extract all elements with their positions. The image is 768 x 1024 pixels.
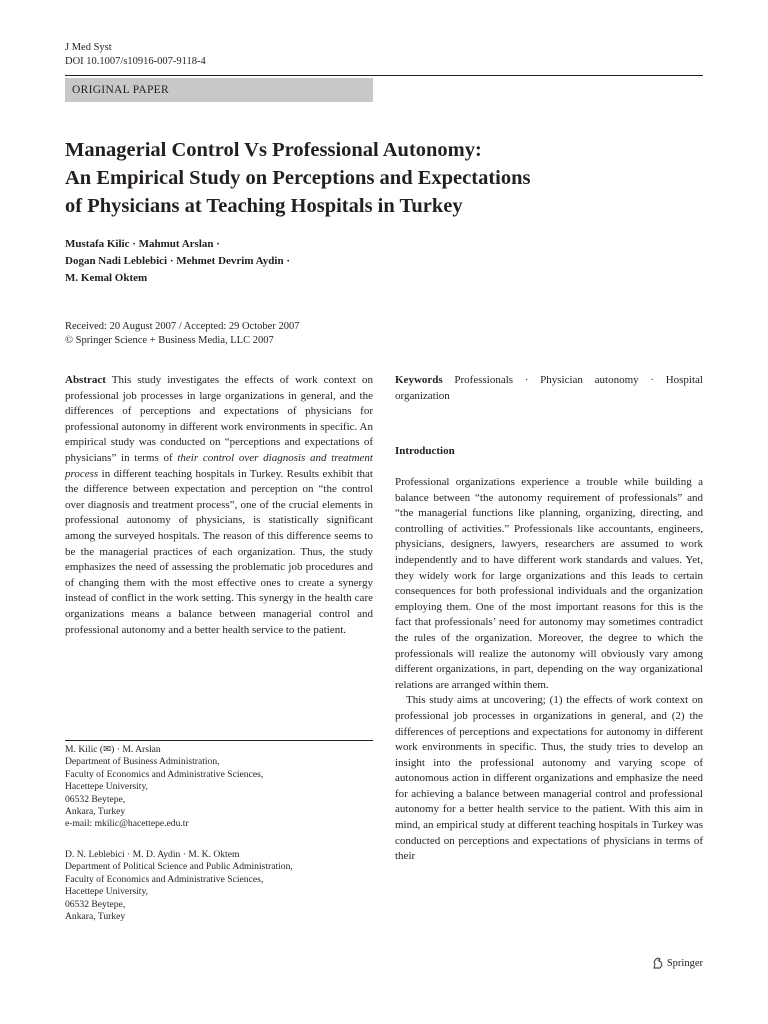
affiliation-line: Faculty of Economics and Administrative Sciences,: [65, 768, 264, 780]
affiliation-line: 06532 Beytepe,: [65, 898, 126, 910]
publication-dates: [65, 320, 299, 348]
affiliation-line: D. N. Leblebici · M. D. Aydin · M. K. Oktem: [65, 849, 240, 860]
abstract-label: Abstract: [65, 374, 106, 386]
affiliation-line: Faculty of Economics and Administrative Sciences,: [65, 873, 264, 885]
title-line: of Physicians at Teaching Hospitals in Turkey: [65, 195, 463, 217]
paragraph: Professional organizations experience a trouble while building a balance between “the autonomy requirement of professionals” and “the managerial functions like planning, organizing, directing, and controlling of activities.” Professionals like accountants, engineers, physicians, designers, lawyers, researchers are assumed to work independently and to have different work standards and values. Yet, they widely work for large organizations and this leads to certain consequences for both professional individuals and the organization employing them. One of the most important reasons for this is the fact that professionals’ need for autonomy may sometimes contradict the rules of the organization. Moreover, the degree to which the professionals will realize the autonomy will obviously vary among different organizations, in part, depending on the way organizational relations are arranged within them.: [395, 476, 703, 691]
keywords: [395, 373, 703, 404]
received-accepted: Received: 20 August 2007 / Accepted: 29 October 2007: [65, 321, 300, 332]
footnote-rule: [65, 740, 373, 741]
abstract-text: in different teaching hospitals in Turkey. Results exhibit that the difference between expectation and perception on “the control over diagnosis and treatment process”, one of the crucial elements in professional autonomy of physicians, is statistically significant among the surveyed hospitals. The reason of this difference seems to be the managerial practices of each organization. Thus, the study emphasizes the need of assessing the problematic job procedures and of changing them with the most effective ones to create a synergy instead of conflict in the work setting. This synergy in the health care organizations means a balance between managerial control and professional autonomy and a better health service to the patient.: [65, 467, 373, 636]
affiliation-line: Ankara, Turkey: [65, 806, 126, 818]
keywords-text: Professionals · Physician autonomy · Hospital organization: [395, 374, 703, 402]
affiliation-line: Ankara, Turkey: [65, 911, 126, 923]
publisher-footer: [652, 957, 703, 969]
journal-header: [65, 41, 206, 69]
paragraph: This study aims at uncovering; (1) the effects of work context on professional job processes in organizations in general, and (2) the differences of perceptions and expectations for autonomy in different work environments in specific. Thus, the study tries to develop an insight into the professional autonomy and varying scope of autonomous action in different organizations and emphasize the need for achieving a balance between managerial control and professional autonomy for a better health service to the patient. With this aim in mind, an empirical study at different teaching hospitals in Turkey was conducted on perceptions and expectations of physicians in terms of their: [395, 694, 703, 863]
author-line: Dogan Nadi Leblebici · Mehmet Devrim Aydin ·: [65, 255, 290, 267]
abstract-emphasis: their control over diagnosis and treatment process: [65, 451, 373, 480]
email-link[interactable]: e-mail: mkilic@hacettepe.edu.tr: [65, 818, 189, 830]
affiliation-line: Department of Political Science and Public Administration,: [65, 861, 293, 873]
introduction-body: [395, 475, 703, 865]
affiliation-block: [65, 849, 373, 923]
affiliation-line: 06532 Beytepe,: [65, 793, 126, 805]
article-type-badge: ORIGINAL PAPER: [65, 78, 373, 102]
affiliation-line: Hacettepe University,: [65, 781, 149, 793]
affiliation-line: Hacettepe University,: [65, 886, 149, 898]
affiliation-line: Department of Business Administration,: [65, 756, 220, 768]
abstract-text: This study investigates the effects of work context on professional job processes in large organizations in general, and the differences of perceptions and expectations of physicians for professional autonomy in different work environments in specific. An empirical study was conducted on “perceptions and expectations of physicians” in terms of: [65, 374, 373, 464]
abstract: [65, 373, 373, 638]
journal-name: J Med Syst: [65, 42, 112, 53]
article-title: [65, 136, 685, 220]
publisher-name: Springer: [666, 957, 703, 969]
title-line: An Empirical Study on Perceptions and Expectations: [65, 167, 531, 189]
doi: DOI 10.1007/s10916-007-9118-4: [65, 56, 206, 67]
author-line: M. Kemal Oktem: [65, 272, 148, 284]
header-rule: [65, 75, 703, 76]
keywords-label: Keywords: [395, 374, 443, 386]
affiliation-block: [65, 744, 373, 831]
section-heading-introduction: Introduction: [395, 445, 455, 457]
copyright: © Springer Science + Business Media, LLC 2007: [65, 335, 274, 346]
title-line: Managerial Control Vs Professional Autonomy:: [65, 139, 482, 161]
affiliation-line: M. Kilic (✉) · M. Arslan: [65, 744, 161, 755]
author-list: [65, 236, 290, 287]
author-line: Mustafa Kilic · Mahmut Arslan ·: [65, 238, 220, 250]
springer-horse-icon: [652, 957, 664, 969]
